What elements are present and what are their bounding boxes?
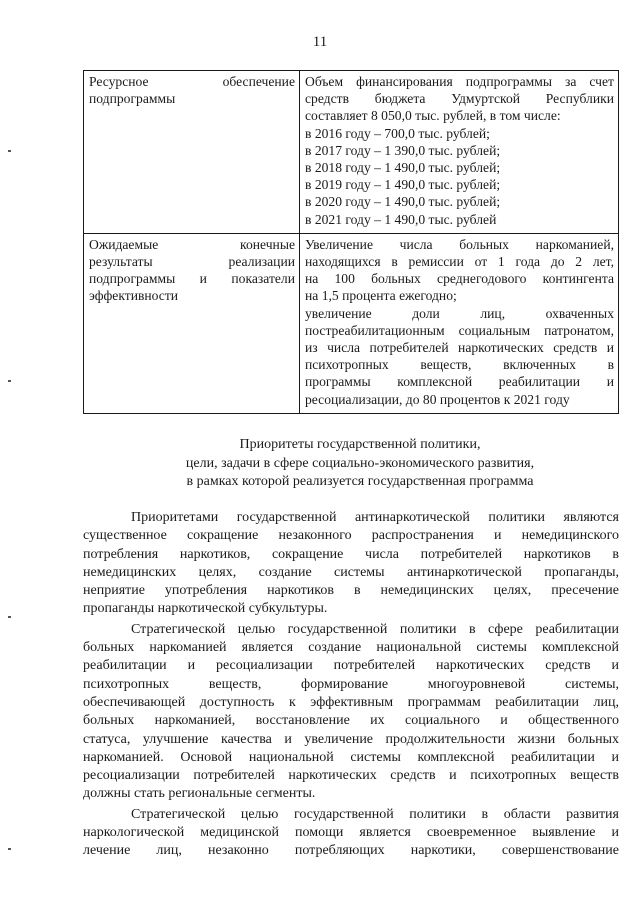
row-value-line: в 2020 году – 1 490,0 тыс. рублей; xyxy=(305,194,501,210)
resources-label-cell xyxy=(84,71,300,234)
body-text xyxy=(83,509,619,863)
paragraph-line: обеспечивающей доступность к эффективным программам реабилитации лиц, xyxy=(83,694,619,710)
paragraph-line: больных наркоманией, восстановление их социального и общественного xyxy=(83,713,619,729)
row-value-line: Увеличение числа больных наркоманией, xyxy=(305,236,614,252)
row-label-line: результаты реализации xyxy=(89,254,295,270)
row-value-line: постреабилитационным социальным патронатом, xyxy=(305,322,614,338)
paragraph xyxy=(83,621,619,804)
row-value-line: в 2018 году – 1 490,0 тыс. рублей; xyxy=(305,160,501,176)
paragraph-line: реабилитации и ресоциализации потребителей наркотических средств и xyxy=(83,658,619,674)
row-value-line: увеличение доли лиц, охваченных xyxy=(305,305,614,321)
paragraph-line: статуса, улучшение качества и увеличение продолжительности жизни больных xyxy=(83,731,619,747)
section-title-line: в рамках которой реализуется государственная программа xyxy=(186,474,534,489)
paragraph-line: лечение лиц, незаконно потребляющих наркотики, совершенствование xyxy=(83,843,619,859)
paragraph xyxy=(83,806,619,861)
section-title-line: цели, задачи в сфере социально-экономического развития, xyxy=(185,455,535,471)
scan-margin-mark xyxy=(8,150,11,152)
paragraph-line: наркологической медицинской помощи является своевременное выявление и xyxy=(83,825,619,841)
row-value-line: в 2019 году – 1 490,0 тыс. рублей; xyxy=(305,177,501,193)
section-title xyxy=(110,436,610,492)
scan-margin-mark xyxy=(8,616,11,618)
row-label-line: эффективности xyxy=(89,288,179,304)
section-title-line: Приоритеты государственной политики, xyxy=(239,437,481,452)
row-value-line: в 2016 году – 700,0 тыс. рублей; xyxy=(305,125,490,141)
row-value-line: Объем финансирования подпрограммы за счет xyxy=(305,74,614,89)
scan-margin-mark xyxy=(8,380,11,382)
row-value-line: психотропных веществ, включенных в xyxy=(305,357,614,373)
paragraph-line: Стратегической целью государственной политики в сфере реабилитации xyxy=(131,621,619,637)
table-row-expected-results xyxy=(84,233,619,413)
paragraph-line: ресоциализации потребителей наркотических средств и психотропных веществ xyxy=(83,768,619,784)
row-label-line: подпрограммы xyxy=(89,91,176,107)
paragraph-line: психотропных веществ, формирование многоуровневой системы, xyxy=(83,676,619,692)
paragraph-line: Приоритетами государственной антинаркотической политики являются xyxy=(131,510,619,525)
page-number: 11 xyxy=(312,34,328,50)
row-value-line: на 1,5 процента ежегодно; xyxy=(305,288,457,304)
row-value-line: в 2021 году – 1 490,0 тыс. рублей xyxy=(305,211,497,227)
row-value-line: находящихся в ремиссии от 1 года до 2 лет, xyxy=(305,254,614,270)
scan-margin-mark xyxy=(8,848,11,850)
row-value-line: программы комплексной реабилитации и xyxy=(305,374,614,390)
paragraph-line: больных наркоманией является создание национальной системы комплексной xyxy=(83,640,619,656)
table-row-resources xyxy=(84,71,619,234)
paragraph-line: потребления наркотиков, сокращение числа потребителей наркотиков в xyxy=(83,546,619,562)
row-value-line: на 100 больных среднегодового контингента xyxy=(305,271,614,287)
paragraph xyxy=(83,509,619,619)
paragraph-line: неприятие употребления наркотиков в немедицинских целях, пресечение xyxy=(83,583,619,599)
row-value-line: в 2017 году – 1 390,0 тыс. рублей; xyxy=(305,142,501,158)
row-value-line: средств бюджета Удмуртской Республики xyxy=(305,91,614,107)
row-label-line: подпрограммы и показатели xyxy=(89,271,295,287)
row-value-line: составляет 8 050,0 тыс. рублей, в том числе: xyxy=(305,108,561,124)
paragraph-line: существенное сокращение незаконного распространения и немедицинского xyxy=(83,528,619,544)
row-label-line: Ожидаемые конечные xyxy=(89,236,295,252)
paragraph-line: пропаганды наркотической субкультуры. xyxy=(83,601,328,617)
paragraph-line: должны стать региональные сегменты. xyxy=(83,786,316,802)
row-value-line: ресоциализации, до 80 процентов к 2021 году xyxy=(305,391,570,407)
paragraph-line: Стратегической целью государственной политики в области развития xyxy=(131,806,619,822)
results-label-cell xyxy=(84,233,300,413)
results-value-cell xyxy=(300,233,619,413)
paragraph-line: немедицинских целях, создание системы антинаркотической пропаганды, xyxy=(83,564,619,580)
subprogram-passport-table xyxy=(83,70,619,414)
resources-value-cell xyxy=(300,71,619,234)
row-value-line: из числа потребителей наркотических средств и xyxy=(305,340,614,356)
row-label-line: Ресурсное обеспечение xyxy=(89,74,295,89)
paragraph-line: наркоманией. Основой национальной системы комплексной реабилитации и xyxy=(83,749,619,765)
